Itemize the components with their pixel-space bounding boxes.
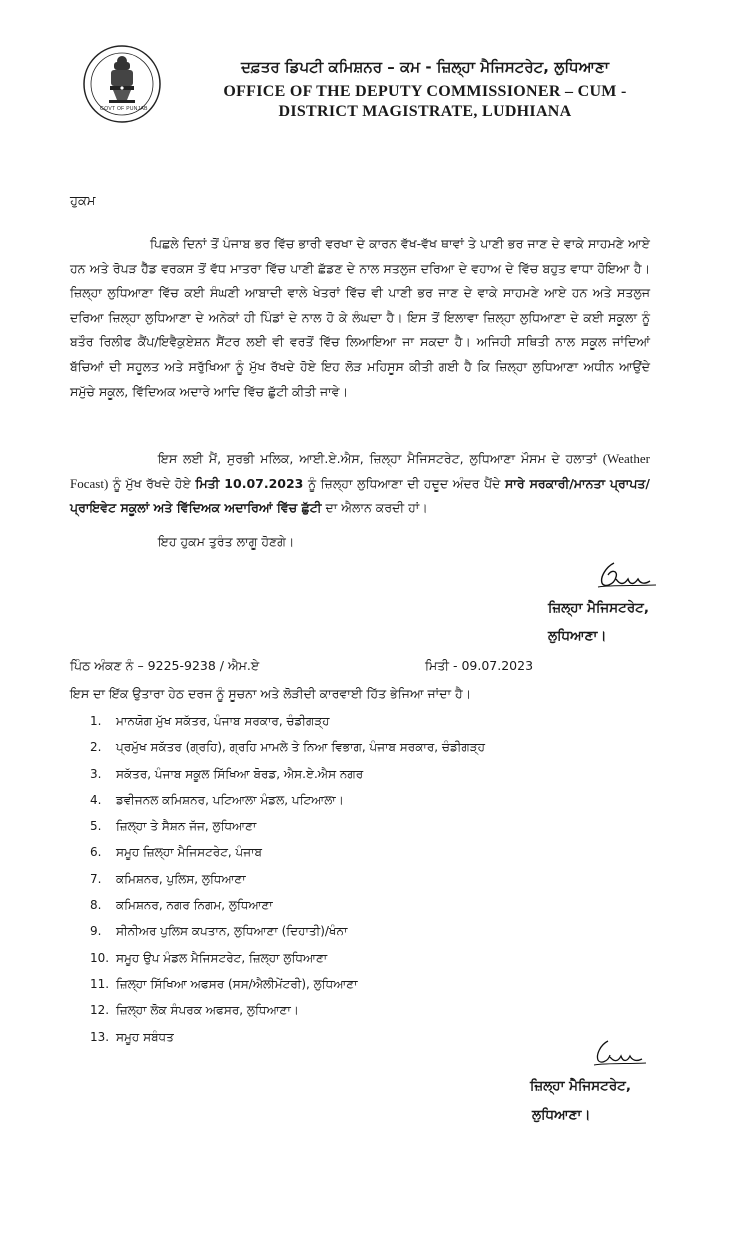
para2-english: (Weather Focast) [70, 451, 651, 491]
signature-designation-2: ਜ਼ਿਲ੍ਹਾ ਮੈਜਿਸਟਰੇਟ, [530, 1078, 631, 1094]
order-title: ਹੁਕਮ [70, 194, 96, 209]
signature-district-2: ਲੁਧਿਆਣਾ। [532, 1107, 591, 1123]
emblem [80, 42, 164, 126]
order-paragraph-2 [70, 447, 650, 521]
list-item: 1. ਮਾਨਯੋਗ ਮੁੱਖ ਸਕੱਤਰ, ਪੰਜਾਬ ਸਰਕਾਰ, ਚੰਡੀਗੜ੍ਹ [90, 714, 330, 728]
office-title-punjabi: ਦਫ਼ਤਰ ਡਿਪਟੀ ਕਮਿਸ਼ਨਰ – ਕਮ - ਜ਼ਿਲ੍ਹਾ ਮੈਜਿਸਟਰੇਟ, ਲੁਧਿਆਣਾ [240, 58, 609, 76]
para2-text-a: ਇਸ ਲਈ ਮੈਂ, ਸੁਰਭੀ ਮਲਿਕ, ਆਈ.ਏ.ਐਸ, ਜ਼ਿਲ੍ਹਾ ਮੈਜਿਸਟਰੇਟ, ਲੁਧਿਆਣਾ ਮੌਸਮ ਦੇ ਹਲਾਤਾਂ [158, 451, 597, 466]
para2-schools-bold: ਸਾਰੇ ਸਰਕਾਰੀ/ਮਾਨਤਾ ਪ੍ਰਾਪਤ/ਪ੍ਰਾਇਵੇਟ ਸਕੂਲਾਂ ਅਤੇ ਵਿੱਦਿਅਕ ਅਦਾਰਿਆਂ ਵਿੱਚ ਛੁੱਟੀ [70, 475, 650, 516]
signature-mark-2 [590, 1035, 650, 1071]
para2-text-b: ਨੂੰ ਮੁੱਖ ਰੱਖਦੇ ਹੋਏ [108, 475, 196, 491]
emblem-text: GOVT OF PUNJAB [100, 106, 148, 112]
signature-designation-1: ਜ਼ਿਲ੍ਹਾ ਮੈਜਿਸਟਰੇਟ, [548, 600, 649, 616]
endorsement-date: ਮਿਤੀ - 09.07.2023 [425, 658, 534, 673]
list-item: 3. ਸਕੱਤਰ, ਪੰਜਾਬ ਸਕੂਲ ਸਿੱਖਿਆ ਬੋਰਡ, ਐਸ.ਏ.ਐਸ ਨਗਰ [90, 766, 364, 781]
order-paragraph-1: ਪਿਛਲੇ ਦਿਨਾਂ ਤੋਂ ਪੰਜਾਬ ਭਰ ਵਿੱਚ ਭਾਰੀ ਵਰਖਾ ਦੇ ਕਾਰਨ ਵੱਖ-ਵੱਖ ਥਾਵਾਂ ਤੇ ਪਾਣੀ ਭਰ ਜਾਣ ਦੇ ਵਾਕੇ ਸਾਹਮਣੇ ਆਏ ਹਨ ਅਤੇ ਰੋਪੜ ਹੈੱਡ ਵਰਕਸ ਤੋਂ ਵੱਧ ਮਾਤਰਾ ਵਿੱਚ ਪਾਣੀ ਛੱਡਣ ਦੇ ਨਾਲ ਸਤਲੁਜ ਦਰਿਆ ਦੇ ਵਹਾਅ ਦੇ ਵਿੱਚ ਬਹੁਤ ਵਾਧਾ ਹੋਇਆ ਹੈ। ਜ਼ਿਲ੍ਹਾ ਲੁਧਿਆਣਾ ਵਿੱਚ ਕਈ ਸੰਘਣੀ ਆਬਾਦੀ ਵਾਲੇ ਖੇਤਰਾਂ ਵਿੱਚ ਵੀ ਪਾਣੀ ਭਰ ਜਾਣ ਦੇ ਵਾਕੇ ਸਾਹਮਣੇ ਆਏ ਹਨ ਅਤੇ ਸਤਲੁਜ ਦਰਿਆ ਜ਼ਿਲ੍ਹਾ ਲੁਧਿਆਣਾ ਦੇ ਅਨੇਕਾਂ ਹੀ ਪਿੰਡਾਂ ਦੇ ਨਾਲ ਹੋ ਕੇ ਲੰਘਦਾ ਹੈ। ਇਸ ਤੋਂ ਇਲਾਵਾ ਜ਼ਿਲ੍ਹਾ ਲੁਧਿਆਣਾ ਦੇ ਕਈ ਸਕੂਲਾ ਨੂੰ ਬਤੌਰ ਰਿਲੀਫ ਕੈਂਪ/ਇਵੈਕੁਏਸ਼ਨ ਸੈਂਟਰ ਲਈ ਵੀ ਵਰਤੋਂ ਵਿੱਚ ਲਿਆਇਆ ਜਾ ਸਕਦਾ ਹੈ। ਅਜਿਹੀ ਸਥਿਤੀ ਨਾਲ ਸਕੂਲ ਜਾਂਦਿਆਂ ਬੱਚਿਆਂ ਦੀ ਸਹੂਲਤ ਅਤੇ ਸਰੁੱਖਿਆ ਨੂੰ ਮੁੱਖ ਰੱਖਦੇ ਹੋਏ ਇਹ ਲੋੜ ਮਹਿਸੂਸ ਕੀਤੀ ਗਈ ਹੈ ਕਿ ਜ਼ਿਲ੍ਹਾ ਲੁਧਿਆਣਾ ਅਧੀਨ ਆਉਂਦੇ ਸਮੁੱਚੇ ਸਕੂਲ, ਵਿੱਦਿਅਕ ਅਦਾਰੇ ਆਦਿ ਵਿੱਚ ਛੁੱਟੀ ਕੀਤੀ ਜਾਵੇ। [70, 236, 650, 399]
ashoka-emblem-seal-icon [80, 42, 164, 126]
list-item: 13. ਸਮੂਹ ਸਬੰਧਤ [90, 1029, 174, 1044]
list-item: 2. ਪ੍ਰਮੁੱਖ ਸਕੱਤਰ (ਗ੍ਰਹਿ), ਗ੍ਰਹਿ ਮਾਮਲੇ ਤੇ ਨਿਆ ਵਿਭਾਗ, ਪੰਜਾਬ ਸਰਕਾਰ, ਚੰਡੀਗੜ੍ਹ [90, 740, 485, 755]
list-item: 12. ਜ਼ਿਲ੍ਹਾ ਲੋਕ ਸੰਪਰਕ ਅਫਸਰ, ਲੁਧਿਆਣਾ। [90, 1003, 299, 1018]
list-item: 8. ਕਮਿਸ਼ਨਰ, ਨਗਰ ਨਿਗਮ, ਲੁਧਿਆਣਾ [90, 898, 273, 913]
office-title-english-line2: DISTRICT MAGISTRATE, LUDHIANA [278, 103, 572, 120]
office-title-english-line1: OFFICE OF THE DEPUTY COMMISSIONER – CUM - [223, 83, 627, 100]
signature-mark [592, 555, 664, 595]
para2-date-bold: ਮਿਤੀ 10.07.2023 [195, 475, 304, 491]
list-item: 4. ਡਵੀਜਨਲ ਕਮਿਸ਼ਨਰ, ਪਟਿਆਲਾ ਮੰਡਲ, ਪਟਿਆਲਾ। [90, 792, 344, 807]
recipient-list [90, 712, 485, 1054]
copy-forwarded-text: ਇਸ ਦਾ ਇੱਕ ਉਤਾਰਾ ਹੇਠ ਦਰਜ ਨੂੰ ਸੂਚਨਾ ਅਤੇ ਲੋੜੀਦੀ ਕਾਰਵਾਈ ਹਿੱਤ ਭੇਜਿਆ ਜਾਂਦਾ ਹੈ। [70, 686, 472, 701]
list-item: 7. ਕਮਿਸ਼ਨਰ, ਪੁਲਿਸ, ਲੁਧਿਆਣਾ [90, 871, 246, 886]
list-item: 6. ਸਮੂਹ ਜ਼ਿਲ੍ਹਾ ਮੈਜਿਸਟਰੇਟ, ਪੰਜਾਬ [90, 845, 263, 860]
para2-text-c: ਨੂੰ ਜ਼ਿਲ੍ਹਾ ਲੁਧਿਆਣਾ ਦੀ ਹਦੂਦ ਅੰਦਰ ਪੈਂਦੇ [303, 475, 505, 491]
list-item: 10. ਸਮੂਹ ਉਪ ਮੰਡਲ ਮੈਜਿਸਟਰੇਟ, ਜ਼ਿਲ੍ਹਾ ਲੁਧਿਆਣਾ [90, 950, 328, 965]
para2-text-d: ਦਾ ਐਲਾਨ ਕਰਦੀ ਹਾਂ। [321, 500, 428, 516]
list-item: 11. ਜ਼ਿਲ੍ਹਾ ਸਿੱਖਿਆ ਅਫਸਰ (ਸਸ/ਐਲੀਮੇਂਟਰੀ), ਲੁਧਿਆਣਾ [90, 976, 358, 991]
signature-district-1: ਲੁਧਿਆਣਾ। [548, 628, 607, 644]
endorsement-number: ਪਿੰਠ ਅੰਕਣ ਨੰ – 9225-9238 / ਐਮ.ਏ [70, 658, 260, 673]
order-paragraph-3: ਇਹ ਹੁਕਮ ਤੁਰੰਤ ਲਾਗੂ ਹੋਣਗੇ। [158, 534, 295, 549]
list-item: 5. ਜ਼ਿਲ੍ਹਾ ਤੇ ਸੈਸ਼ਨ ਜੱਜ, ਲੁਧਿਆਣਾ [90, 819, 257, 834]
letterhead [190, 58, 660, 122]
list-item: 9. ਸੀਨੀਅਰ ਪੁਲਿਸ ਕਪਤਾਨ, ਲੁਧਿਆਣਾ (ਦਿਹਾਤੀ)/ਖੰਨਾ [90, 924, 348, 939]
